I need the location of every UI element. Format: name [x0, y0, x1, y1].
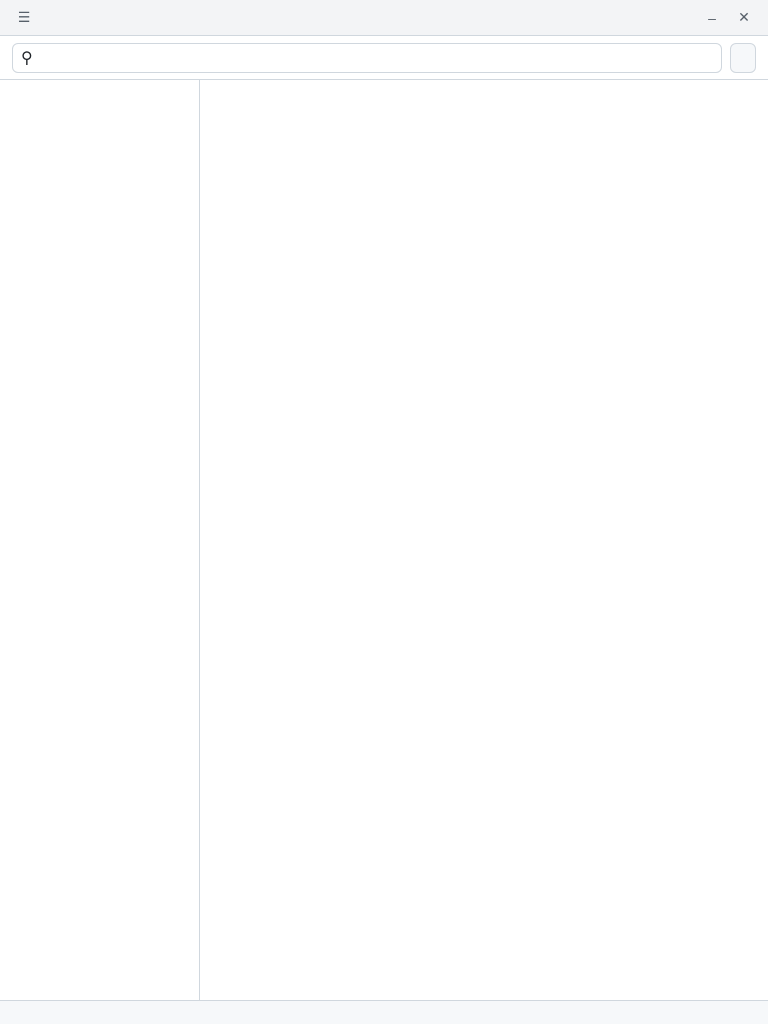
minimize-icon[interactable]: – [708, 9, 716, 26]
toolbar [0, 36, 768, 80]
title-bar [0, 0, 768, 36]
menu-icon[interactable]: ☰ [17, 9, 31, 25]
sidebar [0, 80, 200, 1000]
status-bar [0, 1000, 768, 1024]
search-box [12, 43, 722, 73]
primary-action-button[interactable] [730, 43, 756, 73]
main-panel [200, 80, 768, 1000]
close-icon[interactable]: ✕ [738, 9, 750, 25]
content-area [0, 80, 768, 1000]
search-icon: ⚲ [21, 49, 33, 67]
page-title [216, 96, 752, 118]
search-input[interactable] [39, 50, 713, 65]
